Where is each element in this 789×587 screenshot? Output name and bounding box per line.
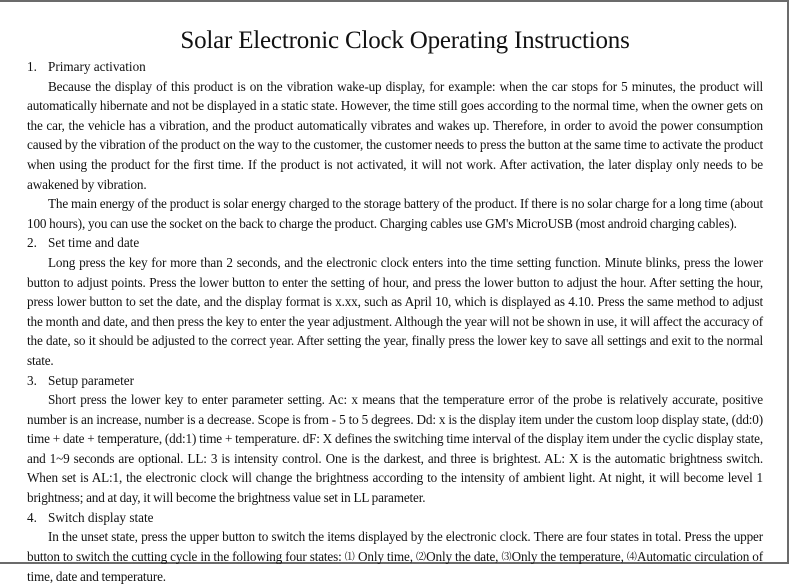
section-title: Set time and date [48,235,140,251]
state-marker-3: ⑶ [501,551,512,563]
paragraph: Because the display of this product is on the vibration wake-up display, for example: when the car stops for 5 minutes, the product will automatically hibernate and not be displayed in a static state. However, the time still goes according to the normal time, when the owner gets on the car, the vehicle has a vibration, and the product automatically vibrates and wakes up. Therefore, in order to avoid the power consumption caused by the vibration of the product on the way to the customer, the customer needs to press the button at the same time to activate the product when using the product for the first time. If the product is not activated, it will not work. After activation, the later display only needs to be awakened by vibration. [27,78,763,192]
section-set-time-and-date [27,233,763,370]
state-text-3: Only the temperature, [511,548,627,564]
section-setup-parameter [27,371,763,508]
section-heading [27,508,763,528]
state-marker-2: ⑵ [416,551,427,563]
state-marker-1: ⑴ [344,551,355,563]
section-title: Primary activation [48,59,146,74]
section-number: 3. [27,372,37,388]
section-heading [27,233,763,253]
section-primary-activation [27,57,763,233]
state-text-4: Automatic circulation of time, date and temperature. [27,548,763,585]
section-heading [27,371,763,391]
paragraph-intro: In the unset state, press the upper button to switch the items displayed by the electronic clock. There are four states in total. Press the upper button to switch the cutting cycle in the following four states: [27,529,763,564]
section-number: 2. [27,235,37,251]
state-text-2: Only the date, [426,548,502,564]
paragraph [27,527,763,587]
paragraph: Short press the lower key to enter parameter setting. Ac: x means that the temperature error of the probe is relatively accurate, positive number is an increase, number is a decrease. Scope is from - 5 to 5 degrees. Dd: x is the display item under the custom loop display state, (dd:0) time + date + temperature, (dd:1) time + temperature. dF: X defines the switching time interval of the display item under the cyclic display state, and 1~9 seconds are optional. LL: 3 is intensity control. One is the darkest, and three is brightest. AL: X is the automatic brightness switch. When set is AL:1, the electronic clock will change the brightness according to the intensity of ambient light. At night, it will become level 1 brightness; and at day, it will become the brightness value set in LL parameter. [27,392,763,506]
paragraph: The main energy of the product is solar energy charged to the storage battery of the product. If there is no solar charge for a long time (about 100 hours), you can use the socket on the back to charge the product. Charging cables use GM's MicroUSB (most android charging cables). [27,196,763,231]
section-heading [27,57,763,77]
section-number: 4. [27,509,37,525]
section-title: Switch display state [48,509,154,525]
section-switch-display-state [27,508,763,587]
document-body [27,26,763,587]
state-marker-4: ⑷ [626,551,637,563]
paragraph: Long press the key for more than 2 seconds, and the electronic clock enters into the time setting function. Minute blinks, press the lower button to adjust points. Press the lower button to enter the setting of hour, and press the lower button to adjust the hour. After setting the hour, press lower button to set the date, and the display format is x.xx, such as April 10, which is displayed as 4.10. Press the same method to adjust the month and date, and then press the key to enter the year adjustment. Although the year will not be shown in use, it will affect the accuracy of the date, so it should be adjusted to the correct year. After setting the year, finally press the lower key to save all settings and exit to the normal state. [27,254,763,368]
document-title: Solar Electronic Clock Operating Instructions [180,27,630,54]
section-title: Setup parameter [48,372,135,388]
state-text-1: Only time, [354,548,417,564]
section-number: 1. [27,59,37,74]
